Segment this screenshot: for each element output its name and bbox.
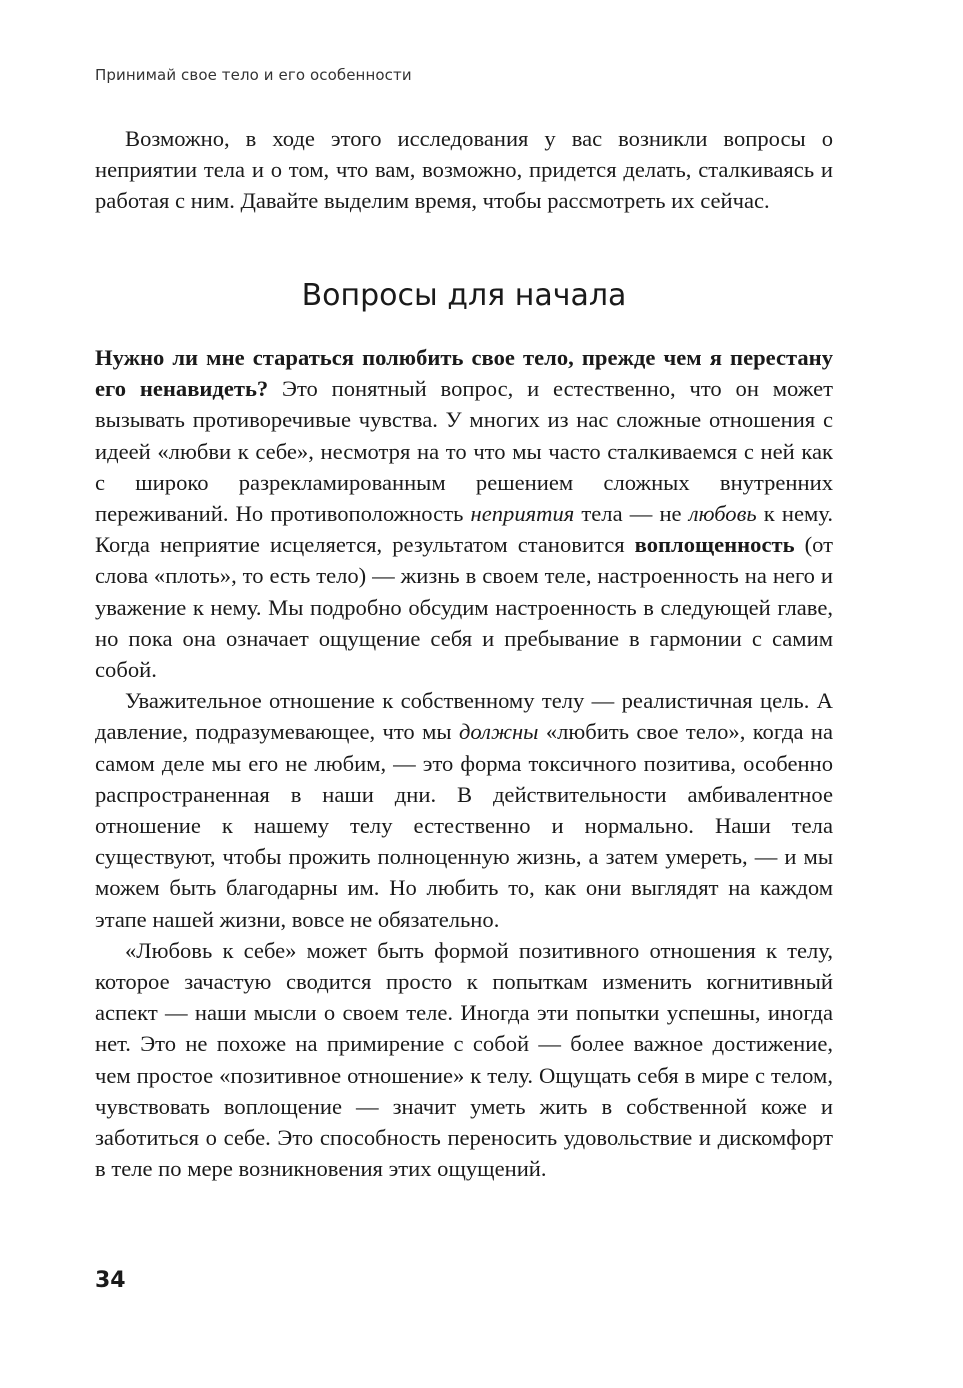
paragraph2-italic: должны: [458, 719, 539, 745]
paragraph1-part3: к нему. Когда неприятие исцеляется, результатом становится: [95, 501, 833, 558]
question-bold: Нужно ли мне стараться полюбить свое тело, прежде чем я перестану его ненавидеть?: [95, 345, 833, 402]
intro-paragraph: Возможно, в ходе этого исследования у вас возникли вопросы о неприятии тела и о том, что вам, возможно, придется делать, сталкиваясь и работая с ним. Давайте выделим время, чтобы рассмотреть их сейчас.: [95, 126, 833, 214]
running-header: Принимай свое тело и его особенности: [95, 66, 412, 84]
paragraph1-part2: тела — не: [574, 501, 689, 527]
intro-block: [95, 123, 833, 217]
paragraph2-part2: «любить свое тело», когда на самом деле мы его не любим, — это форма токсичного позитива, особенно распространенная в наши дни. В действительности амбивалентное отношение к нашему телу естественно и нормально. Наши тела существуют, чтобы прожить полноценную жизнь, а затем умереть, — и мы можем быть благодарны им. Но любить то, как они выглядят на каждом этапе нашей жизни, вовсе не обязательно.: [95, 719, 833, 932]
paragraph-self-love: «Любовь к себе» может быть формой позитивного отношения к телу, которое зачастую сводится просто к попыткам изменить когнитивный аспект — наши мысли о своем теле. Иногда эти попытки успешны, иногда нет. Это не похоже на примирение с собой — более важное достижение, чем простое «позитивное отношение» к телу. Ощущать себя в мире с телом, чувствовать воплощение — значит уметь жить в собственной коже и заботиться о себе. Это способность переносить удовольствие и дискомфорт в теле по мере возникновения этих ощущений.: [95, 937, 833, 1182]
paragraph2-part1: Уважительное отношение к собственному телу — реалистичная цель. А давление, подразумевающее, что мы: [95, 688, 833, 745]
paragraph-respect: [95, 685, 833, 935]
section-heading: Вопросы для начала: [301, 278, 627, 313]
main-text-block: [95, 342, 833, 1184]
paragraph1-part1: Это понятный вопрос, и естественно, что он может вызывать противоречивые чувства. У многих из нас сложные отношения с идеей «любви к себе», несмотря на то что мы часто сталкиваемся с ней как с широко разрекламированным решением сложных внутренних переживаний. Но противоположность: [95, 376, 833, 527]
paragraph1-italic2: любовь: [688, 501, 757, 527]
paragraph-question: [95, 342, 833, 685]
paragraph1-part4: (от слова «плоть», то есть тело) — жизнь в своем теле, настроенность на него и уважение к нему. Мы подробно обсудим настроенность в следующей главе, но пока она означает ощущение себя и пребывание в гармонии с самим собой.: [95, 532, 833, 683]
paragraph1-italic1: неприятия: [470, 501, 575, 527]
paragraph1-bold-term: воплощенность: [634, 532, 795, 558]
page-number: 34: [95, 1268, 126, 1293]
